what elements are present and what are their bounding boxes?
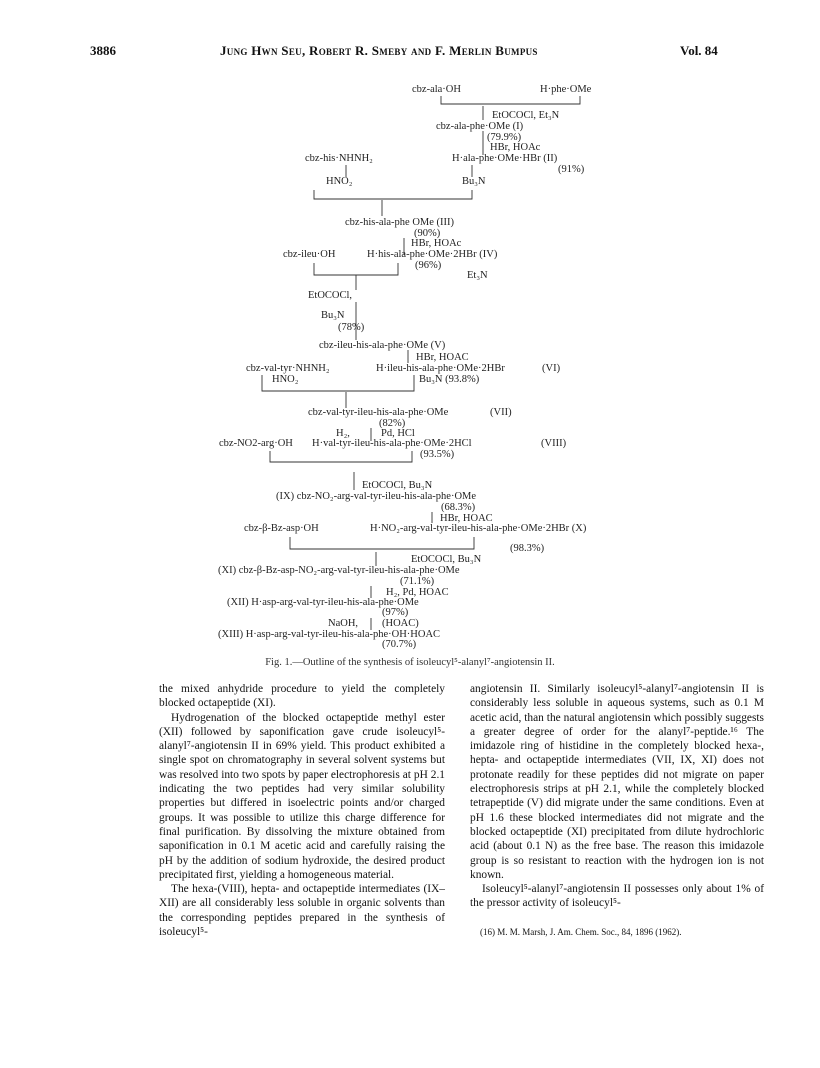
page-number: 3886 — [90, 43, 116, 58]
scheme-text: EtOCOCl, Et₃N — [492, 110, 560, 121]
scheme-text: H·ala-phe·OMe·HBr (II) — [452, 153, 558, 164]
scheme-bracket — [314, 190, 472, 199]
scheme-text: cbz-NO2-arg·OH — [219, 438, 293, 449]
scheme-text: HBr, HOAc — [490, 142, 541, 153]
scheme-text: H₂, Pd, HOAC — [386, 587, 449, 598]
scheme-text: cbz-val-tyr·NHNH₂ — [246, 363, 330, 374]
scheme-text: (79.9%) — [487, 132, 522, 143]
left-column — [159, 682, 445, 939]
scheme-text: H·NO₂-arg-val-tyr-ileu-his-ala-phe·OMe·2HBr (X) — [370, 523, 587, 534]
scheme-text: (IX) cbz-NO₂-arg-val-tyr-ileu-his-ala-phe·OMe — [276, 491, 477, 502]
scheme-text: (XIII) H·asp-arg-val-tyr-ileu-his-ala-phe·OH·HOAC — [218, 629, 441, 640]
scheme-text: H·phe·OMe — [540, 84, 592, 95]
scheme-text: H·val-tyr-ileu-his-ala-phe·OMe·2HCl — [312, 438, 472, 449]
paragraph: angiotensin II. Similarly isoleucyl⁵-alanyl⁷-angiotensin II is considerably less soluble in aqueous systems, such as 0.1 M acetic acid, than the natural angiotensin which possibly suggests a greater degree of order for the alanyl⁷-peptide.¹⁶ The imidazole ring of histidine in the completely blocked hexa-, hepta- and octapeptide intermediates (VII, IX, XI) does not protonate readily for these peptides did not migrate on paper electrophoresis strips at pH 2.1, while the completely blocked tetrapeptide (V) did migrate under the same conditions. Even at pH 1.6 these blocked intermediates did not migrate and the blocked octapeptide (XI) precipitated from dilute hydrochloric acid (about 0.1 N) as the free base. The reason this imidazole group is so resistant to reaction with the hydrogen ion is not known. — [470, 683, 764, 881]
scheme-text: HNO₂ — [326, 176, 353, 187]
scheme-text: cbz-ileu·OH — [283, 249, 336, 260]
scheme-text: HBr, HOAc — [411, 238, 462, 249]
scheme-text: Pd, HCl — [381, 428, 415, 439]
figure-caption: Fig. 1.—Outline of the synthesis of isoleucyl⁵-alanyl⁷-angiotensin II. — [265, 657, 555, 668]
scheme-text: H·his-ala-phe·OMe·2HBr (IV) — [367, 249, 498, 260]
scheme-text: (VI) — [542, 363, 561, 374]
scheme-text: cbz-β-Bz-asp·OH — [244, 523, 319, 534]
scheme-text: cbz-val-tyr-ileu-his-ala-phe·OMe — [308, 407, 449, 418]
right-column — [470, 682, 764, 939]
scheme-text: (91%) — [558, 164, 585, 175]
scheme-text: HNO₂ — [272, 374, 299, 385]
scheme-text: EtOCOCl, — [308, 290, 353, 301]
scheme-text: (XII) H·asp-arg-val-tyr-ileu-his-ala-phe·OMe — [227, 597, 419, 608]
scheme-bracket — [270, 451, 412, 462]
scheme-text: cbz-his-ala-phe OMe (III) — [345, 217, 455, 228]
scheme-text: cbz-ileu-his-ala-phe·OMe (V) — [319, 340, 446, 351]
scheme-text: (70.7%) — [382, 639, 417, 650]
scheme-text: (VII) — [490, 407, 512, 418]
scheme-text: EtOCOCl, Bu₃N — [411, 554, 482, 565]
paragraph: Isoleucyl⁵-alanyl⁷-angiotensin II possesses only about 1% of the pressor activity of isoleucyl⁵- — [470, 883, 764, 910]
scheme-bracket — [314, 263, 398, 275]
scheme-text: (82%) — [379, 418, 406, 429]
paragraph: the mixed anhydride procedure to yield the completely blocked octapeptide (XI). — [159, 683, 445, 710]
scheme-text: cbz-his·NHNH₂ — [305, 153, 373, 164]
scheme-text: HBr, HOAC — [416, 352, 469, 363]
scheme-bracket — [290, 537, 474, 549]
scheme-text: NaOH, — [328, 618, 359, 629]
scheme-bracket — [441, 96, 580, 104]
paragraph: The hexa-(VIII), hepta- and octapeptide intermediates (IX–XII) are all considerably less soluble in organic solvents than the corresponding peptides prepared in the synthesis of isoleucyl⁵- — [159, 883, 445, 939]
scheme-text: EtOCOCl, Bu₃N — [362, 480, 433, 491]
scheme-text: (HOAC) — [382, 618, 419, 629]
running-head-authors: Jung Hwn Seu, Robert R. Smeby and F. Merlin Bumpus — [220, 43, 538, 58]
scheme-text: (78%) — [338, 322, 365, 333]
scheme-text: H·ileu-his-ala-phe·OMe·2HBr — [376, 363, 505, 374]
scheme-text: (XI) cbz-β-Bz-asp-NO₂-arg-val-tyr-ileu-his-ala-phe·OMe — [218, 565, 460, 576]
scheme-text: cbz-ala·OH — [412, 84, 461, 95]
scheme-text: (96%) — [415, 260, 442, 271]
scheme-text: (71.1%) — [400, 576, 435, 587]
scheme-text: H₂, — [336, 428, 350, 439]
scheme-text: (98.3%) — [510, 543, 545, 554]
scheme-text: HBr, HOAC — [440, 513, 493, 524]
scheme-text: cbz-ala-phe·OMe (I) — [436, 121, 524, 132]
scheme-text: (93.5%) — [420, 449, 455, 460]
scheme-text: (VIII) — [541, 438, 567, 449]
scheme-text: (68.3%) — [441, 502, 476, 513]
footnote: (16) M. M. Marsh, J. Am. Chem. Soc., 84, 1896 (1962). — [480, 926, 682, 937]
volume-label: Vol. 84 — [680, 43, 718, 58]
scheme-text: Et₃N — [467, 270, 488, 281]
scheme-text: Bu₃N — [462, 176, 486, 187]
scheme-text: (97%) — [382, 607, 409, 618]
scheme-text: Bu₃N — [321, 310, 345, 321]
scheme-text: Bu₃N (93.8%) — [419, 374, 480, 385]
scheme-text: (90%) — [414, 228, 441, 239]
paragraph: Hydrogenation of the blocked octapeptide methyl ester (XII) followed by saponification gave crude isoleucyl⁵-alanyl⁷-angiotensin II in 69% yield. This product exhibited a single spot on chromatography in several solvent systems but was resolved into two spots by paper electrophoresis at pH 2.1 indicating the two peptides had very similar solubility properties but differed in isoelectric points and/or charged groups. It was possible to utilize this charge difference for final purification. By dissolving the mixture obtained from saponification in 0.1 M acetic acid and carefully raising the pH by the addition of sodium hydroxide, the desired product precipitated first, yielding a homogeneous material. — [159, 711, 445, 881]
